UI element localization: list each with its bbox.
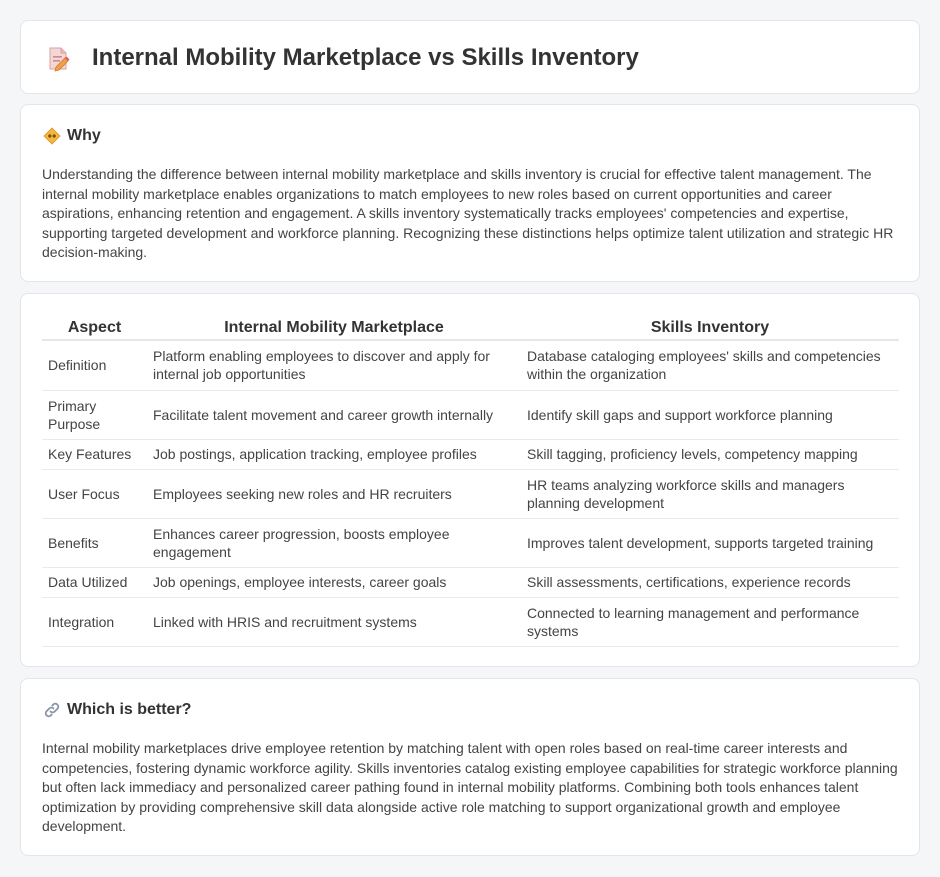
internal-mobility-cell: Linked with HRIS and recruitment systems bbox=[147, 597, 521, 646]
skills-inventory-cell: Skill tagging, proficiency levels, competency mapping bbox=[521, 439, 899, 469]
aspect-cell: User Focus bbox=[42, 469, 147, 518]
header-internal-mobility: Internal Mobility Marketplace bbox=[147, 314, 521, 340]
table-row bbox=[42, 340, 899, 390]
table-row bbox=[42, 469, 899, 518]
document-pencil-icon bbox=[47, 46, 71, 72]
internal-mobility-cell: Facilitate talent movement and career growth internally bbox=[147, 390, 521, 439]
comparison-card bbox=[20, 293, 920, 667]
aspect-cell: Data Utilized bbox=[42, 567, 147, 597]
why-text: Understanding the difference between internal mobility marketplace and skills inventory is crucial for effective talent management. The internal mobility marketplace enables organizations to match employees to new roles based on current opportunities and career aspirations, enhancing retention and engagement. A skills inventory systematically tracks employees' competencies and expertise, supporting targeted development and workforce planning. Recognizing these distinctions helps optimize talent utilization and strategic HR decision-making. bbox=[42, 166, 894, 260]
skills-inventory-cell: Identify skill gaps and support workforce planning bbox=[521, 390, 899, 439]
header-aspect: Aspect bbox=[42, 314, 147, 340]
title-card bbox=[20, 20, 920, 94]
table-row bbox=[42, 390, 899, 439]
comparison-table bbox=[42, 314, 899, 647]
why-card bbox=[20, 104, 920, 282]
table-row bbox=[42, 567, 899, 597]
internal-mobility-cell: Platform enabling employees to discover and apply for internal job opportunities bbox=[147, 340, 521, 390]
why-heading bbox=[43, 127, 101, 145]
table-header-row bbox=[42, 314, 899, 340]
internal-mobility-cell: Enhances career progression, boosts employee engagement bbox=[147, 518, 521, 567]
link-icon bbox=[43, 701, 61, 719]
header-skills-inventory: Skills Inventory bbox=[521, 314, 899, 340]
skills-inventory-cell: Improves talent development, supports targeted training bbox=[521, 518, 899, 567]
table-row bbox=[42, 439, 899, 469]
aspect-cell: Definition bbox=[42, 340, 147, 390]
page-title: Internal Mobility Marketplace vs Skills Inventory bbox=[92, 44, 639, 71]
better-text: Internal mobility marketplaces drive employee retention by matching talent with open roles based on real-time career interests and competencies, fostering dynamic workforce agility. Skills inventories catalog existing employee capabilities for strategic workforce planning but often lack immediacy and personalized career pathing found in internal mobility platforms. Combining both tools enhances talent optimization by providing comprehensive skill data alongside active role matching to support organizational growth and employee development. bbox=[42, 740, 898, 834]
skills-inventory-cell: Connected to learning management and performance systems bbox=[521, 597, 899, 646]
skills-inventory-cell: Database cataloging employees' skills and competencies within the organization bbox=[521, 340, 899, 390]
skills-inventory-cell: HR teams analyzing workforce skills and managers planning development bbox=[521, 469, 899, 518]
internal-mobility-cell: Job postings, application tracking, employee profiles bbox=[147, 439, 521, 469]
table-row bbox=[42, 518, 899, 567]
skills-inventory-cell: Skill assessments, certifications, experience records bbox=[521, 567, 899, 597]
internal-mobility-cell: Employees seeking new roles and HR recruiters bbox=[147, 469, 521, 518]
better-title: Which is better? bbox=[67, 701, 192, 718]
aspect-cell: Key Features bbox=[42, 439, 147, 469]
table-row bbox=[42, 597, 899, 646]
aspect-cell: Benefits bbox=[42, 518, 147, 567]
diamond-badge-icon bbox=[43, 127, 61, 145]
better-heading bbox=[43, 701, 191, 719]
aspect-cell: Primary Purpose bbox=[42, 390, 147, 439]
internal-mobility-cell: Job openings, employee interests, career goals bbox=[147, 567, 521, 597]
why-title: Why bbox=[67, 127, 101, 144]
aspect-cell: Integration bbox=[42, 597, 147, 646]
which-better-card bbox=[20, 678, 920, 856]
